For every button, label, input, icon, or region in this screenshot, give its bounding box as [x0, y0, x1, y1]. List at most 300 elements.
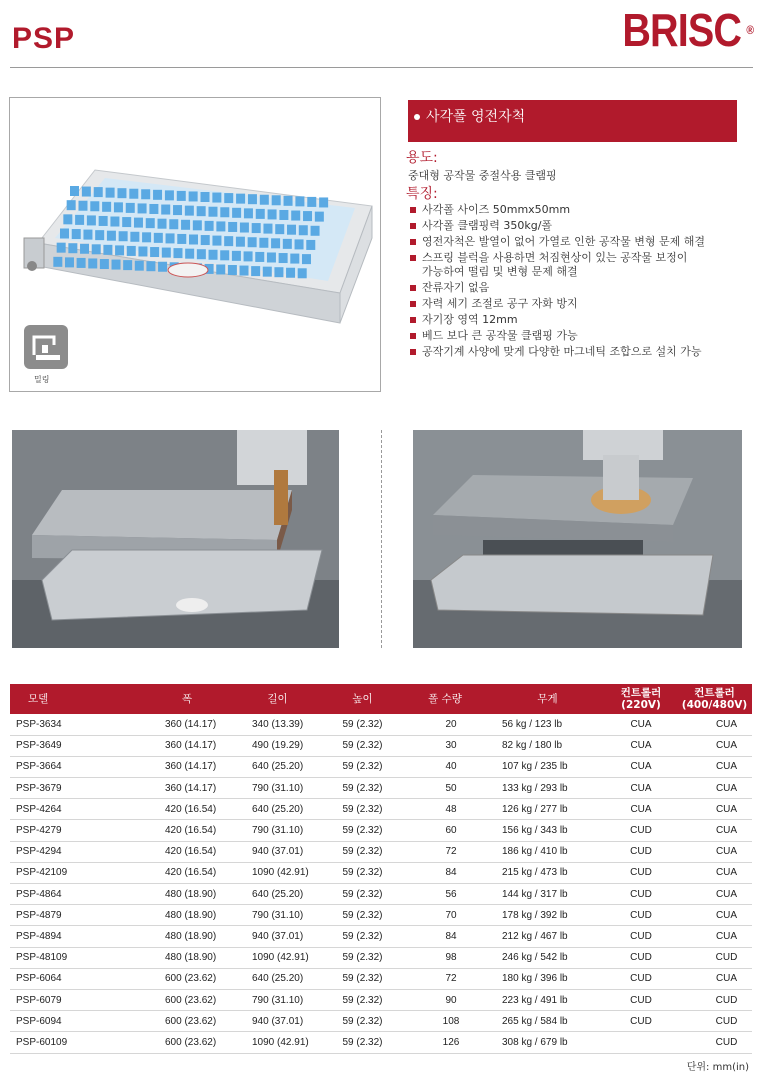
magnetic-pole	[197, 249, 206, 259]
table-cell: 84	[400, 862, 490, 883]
col-header: 폴 수량	[428, 693, 462, 705]
square-bullet-icon	[410, 223, 416, 229]
table-cell: CUA	[677, 862, 752, 883]
col-header: 컨트롤러 (220V)	[620, 687, 662, 711]
table-cell: PSP-60109	[10, 1032, 78, 1053]
table-cell: CUA	[677, 905, 752, 926]
magnetic-pole	[220, 250, 229, 260]
table-cell: 108	[400, 1011, 490, 1032]
brand-name: BRISC	[622, 4, 741, 56]
table-cell: 59 (2.32)	[325, 1032, 400, 1053]
magnetic-pole	[173, 248, 182, 258]
magnetic-pole	[181, 220, 190, 230]
table-cell: 490 (19.29)	[230, 735, 325, 756]
table-cell: CUA	[677, 968, 752, 989]
table-cell: 265 kg / 584 lb	[490, 1011, 605, 1032]
table-row	[10, 947, 752, 968]
square-bullet-icon	[410, 301, 416, 307]
magnetic-pole	[117, 188, 126, 198]
square-bullet-icon	[410, 317, 416, 323]
table-row	[10, 778, 752, 799]
table-cell: PSP-3679	[10, 778, 78, 799]
magnetic-pole	[274, 267, 283, 277]
table-cell: 790 (31.10)	[230, 905, 325, 926]
table-row	[10, 799, 752, 820]
magnetic-pole	[141, 189, 150, 199]
table-cell: CUD	[605, 884, 677, 905]
table-cell: 20	[400, 714, 490, 735]
magnetic-pole	[275, 224, 284, 234]
magnetic-pole	[99, 216, 108, 226]
magnetic-pole	[78, 201, 87, 211]
table-cell: 48	[400, 799, 490, 820]
table-cell: 223 kg / 491 lb	[490, 989, 605, 1010]
table-cell: 640 (25.20)	[230, 756, 325, 777]
table-row	[10, 968, 752, 989]
table-cell: 59 (2.32)	[325, 947, 400, 968]
magnetic-pole	[146, 261, 155, 271]
magnetic-pole	[130, 232, 139, 242]
table-cell: PSP-4864	[10, 884, 78, 905]
magnetic-pole	[189, 191, 198, 201]
table-cell: PSP-4264	[10, 799, 78, 820]
magnetic-pole	[112, 260, 121, 270]
magnetic-pole	[259, 238, 268, 248]
magnetic-pole	[106, 188, 115, 198]
table-cell: 40	[400, 756, 490, 777]
table-cell: 84	[400, 926, 490, 947]
spec-table	[10, 684, 752, 1054]
table-cell: CUA	[605, 714, 677, 735]
table-cell: 600 (23.62)	[78, 1011, 230, 1032]
table-cell: 59 (2.32)	[325, 820, 400, 841]
table-cell: PSP-6079	[10, 989, 78, 1010]
unit-note: 단위: mm(in)	[686, 1062, 749, 1073]
table-cell: 246 kg / 542 lb	[490, 947, 605, 968]
table-cell: 156 kg / 343 lb	[490, 820, 605, 841]
magnetic-pole	[224, 236, 233, 246]
table-cell: CUD	[605, 968, 677, 989]
table-cell: 790 (31.10)	[230, 778, 325, 799]
magnetic-pole	[138, 203, 147, 213]
table-cell: 940 (37.01)	[230, 926, 325, 947]
table-cell: PSP-3649	[10, 735, 78, 756]
table-cell	[605, 1032, 677, 1053]
table-cell: PSP-4279	[10, 820, 78, 841]
product-photo-frame	[9, 97, 381, 392]
magnetic-pole	[185, 249, 194, 259]
magnetic-pole	[127, 246, 136, 256]
magnetic-pole	[103, 245, 112, 255]
square-bullet-icon	[410, 207, 416, 213]
table-cell: CUD	[677, 989, 752, 1010]
usage-text: 중대형 공작물 중절삭용 클램핑	[408, 169, 557, 182]
table-cell: 59 (2.32)	[325, 735, 400, 756]
magnetic-pole	[232, 251, 241, 261]
table-cell: 640 (25.20)	[230, 884, 325, 905]
table-cell: 82 kg / 180 lb	[490, 735, 605, 756]
magnetic-pole	[295, 196, 304, 206]
magnetic-pole	[115, 245, 124, 255]
magnetic-pole	[135, 261, 144, 271]
table-cell: 480 (18.90)	[78, 884, 230, 905]
magnetic-pole	[302, 254, 311, 264]
magnetic-pole	[129, 189, 138, 199]
table-cell: 340 (13.39)	[230, 714, 325, 735]
table-cell: 59 (2.32)	[325, 989, 400, 1010]
table-cell: 790 (31.10)	[230, 989, 325, 1010]
magnetic-pole	[138, 246, 147, 256]
magnetic-pole	[283, 239, 292, 249]
spec-table-body	[10, 714, 752, 1053]
magnetic-pole	[279, 253, 288, 263]
table-cell: 30	[400, 735, 490, 756]
magnetic-pole	[232, 208, 241, 218]
table-header-row	[10, 684, 752, 714]
magnetic-pole	[307, 197, 316, 207]
magnetic-pole	[256, 209, 265, 219]
table-cell: CUD	[605, 947, 677, 968]
magnetic-pole	[205, 221, 214, 231]
table-cell: 50	[400, 778, 490, 799]
magnetic-pole	[165, 190, 174, 200]
table-cell: CUD	[605, 905, 677, 926]
magnetic-pole	[107, 231, 116, 241]
table-cell: 144 kg / 317 lb	[490, 884, 605, 905]
table-cell: 1090 (42.91)	[230, 947, 325, 968]
brisc-logo	[622, 4, 754, 56]
table-cell: 59 (2.32)	[325, 884, 400, 905]
magnetic-pole	[80, 244, 89, 254]
magnetic-pole	[82, 187, 91, 197]
magnetic-pole	[169, 219, 178, 229]
table-row	[10, 820, 752, 841]
table-cell: 640 (25.20)	[230, 799, 325, 820]
table-cell: CUA	[677, 820, 752, 841]
table-cell: CUA	[677, 778, 752, 799]
table-cell: 59 (2.32)	[325, 799, 400, 820]
magnetic-pole	[65, 257, 74, 267]
table-row	[10, 1011, 752, 1032]
magnetic-pole	[291, 211, 300, 221]
magnetic-pole	[216, 221, 225, 231]
table-cell: 420 (16.54)	[78, 862, 230, 883]
magnetic-pole	[306, 240, 315, 250]
col-header: 높이	[352, 693, 373, 705]
magnetic-pole	[267, 252, 276, 262]
table-cell: 480 (18.90)	[78, 947, 230, 968]
table-row	[10, 926, 752, 947]
magnetic-pole	[126, 203, 135, 213]
magnetic-pole	[284, 196, 293, 206]
magnetic-pole	[88, 258, 97, 268]
magnetic-pole	[236, 237, 245, 247]
table-cell: CUD	[677, 1011, 752, 1032]
magnetic-pole	[315, 212, 324, 222]
feature-item: 자기장 영역 12mm	[410, 313, 750, 328]
table-cell: CUA	[605, 799, 677, 820]
table-cell: 360 (14.17)	[78, 714, 230, 735]
magnetic-pole	[63, 214, 72, 224]
magnetic-pole	[92, 244, 101, 254]
table-cell: CUD	[605, 926, 677, 947]
magnetic-pole	[216, 264, 225, 274]
table-cell: 59 (2.32)	[325, 841, 400, 862]
table-cell: 600 (23.62)	[78, 989, 230, 1010]
table-cell: CUD	[605, 989, 677, 1010]
table-cell: 107 kg / 235 lb	[490, 756, 605, 777]
magnetic-pole	[57, 243, 66, 253]
table-cell: 186 kg / 410 lb	[490, 841, 605, 862]
magnetic-pole	[53, 257, 62, 267]
table-cell: CUD	[605, 841, 677, 862]
magnetic-pole	[158, 262, 167, 272]
table-cell: CUA	[677, 884, 752, 905]
table-cell: 70	[400, 905, 490, 926]
table-cell: PSP-48109	[10, 947, 78, 968]
table-cell: CUA	[605, 735, 677, 756]
square-bullet-icon	[410, 333, 416, 339]
table-cell: PSP-4294	[10, 841, 78, 862]
table-cell: 126	[400, 1032, 490, 1053]
table-cell: 212 kg / 467 lb	[490, 926, 605, 947]
magnetic-pole	[290, 254, 299, 264]
table-cell: CUA	[677, 799, 752, 820]
table-cell: 59 (2.32)	[325, 926, 400, 947]
magnetic-pole	[123, 260, 132, 270]
magnetic-pole	[149, 204, 158, 214]
table-cell: 59 (2.32)	[325, 778, 400, 799]
magnetic-pole	[299, 225, 308, 235]
magnetic-pole	[162, 248, 171, 258]
magnetic-pole	[146, 218, 155, 228]
table-cell: 133 kg / 293 lb	[490, 778, 605, 799]
magnetic-pole	[134, 218, 143, 228]
magnetic-pole	[114, 202, 123, 212]
magnetic-pole	[224, 193, 233, 203]
magnetic-pole	[260, 195, 269, 205]
table-cell: PSP-42109	[10, 862, 78, 883]
magnetic-pole	[154, 233, 163, 243]
table-row	[10, 884, 752, 905]
magnetic-pole	[209, 250, 218, 260]
table-cell: 420 (16.54)	[78, 820, 230, 841]
magnetic-pole	[158, 219, 167, 229]
magnetic-pole	[142, 232, 151, 242]
table-cell: CUA	[677, 926, 752, 947]
table-cell: 940 (37.01)	[230, 1011, 325, 1032]
table-cell: 72	[400, 968, 490, 989]
square-bullet-icon	[410, 349, 416, 355]
application-photo-left	[12, 430, 339, 648]
table-cell: 178 kg / 392 lb	[490, 905, 605, 926]
usage-label: 용도:	[406, 150, 438, 166]
magnetic-pole	[298, 268, 307, 278]
col-header: 컨트롤러 (400/480V)	[681, 687, 748, 711]
table-row	[10, 905, 752, 926]
page-title: PSP	[12, 22, 76, 55]
table-cell: 360 (14.17)	[78, 735, 230, 756]
table-cell: PSP-6094	[10, 1011, 78, 1032]
milling-label: 밀링	[34, 375, 50, 384]
square-bullet-icon	[410, 285, 416, 291]
table-cell: 56 kg / 123 lb	[490, 714, 605, 735]
magnetic-pole	[185, 206, 194, 216]
registered-mark: ®	[746, 23, 754, 37]
feature-item: 공작기계 사양에 맞게 다양한 마그네틱 조합으로 설치 가능	[410, 345, 750, 360]
table-cell: CUD	[677, 1032, 752, 1053]
product-heading: 사각폴 영전자척	[426, 109, 526, 125]
magnetic-pole	[319, 197, 328, 207]
magnetic-pole	[255, 252, 264, 262]
feature-item: 스프링 블럭을 사용하면 처짐현상이 있는 공작물 보정이 가능하여 떨림 및 변형 문제 해결	[410, 251, 750, 280]
feature-item: 사각폴 사이즈 50mmx50mm	[410, 203, 750, 218]
magnetic-pole	[94, 187, 103, 197]
magnetic-pole	[90, 201, 99, 211]
table-cell: 59 (2.32)	[325, 1011, 400, 1032]
magnetic-pole	[100, 259, 109, 269]
col-header: 모델	[28, 693, 49, 705]
square-bullet-icon	[410, 255, 416, 261]
table-cell: 940 (37.01)	[230, 841, 325, 862]
magnetic-pole	[286, 268, 295, 278]
table-cell: PSP-4894	[10, 926, 78, 947]
magnetic-pole	[68, 243, 77, 253]
table-cell: 640 (25.20)	[230, 968, 325, 989]
col-header: 길이	[267, 693, 288, 705]
photo-divider	[381, 430, 382, 648]
table-cell: 790 (31.10)	[230, 820, 325, 841]
table-row	[10, 841, 752, 862]
table-cell: CUA	[605, 756, 677, 777]
table-cell: PSP-6064	[10, 968, 78, 989]
table-cell: 360 (14.17)	[78, 778, 230, 799]
table-cell: CUD	[605, 1011, 677, 1032]
magnetic-pole	[251, 266, 260, 276]
magnetic-pole	[220, 207, 229, 217]
table-cell: 308 kg / 679 lb	[490, 1032, 605, 1053]
table-row	[10, 714, 752, 735]
table-cell: 1090 (42.91)	[230, 862, 325, 883]
magnetic-pole	[240, 223, 249, 233]
table-cell: 360 (14.17)	[78, 756, 230, 777]
magnetic-pole	[272, 195, 281, 205]
magnetic-pole	[119, 231, 128, 241]
magnetic-pole	[102, 202, 111, 212]
table-row	[10, 1032, 752, 1053]
table-cell: 60	[400, 820, 490, 841]
magnetic-pole	[173, 205, 182, 215]
bullet-dot	[414, 114, 420, 120]
magnetic-pole	[67, 200, 76, 210]
magnetic-pole	[161, 205, 170, 215]
table-cell: CUD	[677, 947, 752, 968]
table-cell: 59 (2.32)	[325, 968, 400, 989]
product-heading-bar	[408, 100, 737, 142]
table-row	[10, 735, 752, 756]
magnetic-pole	[87, 215, 96, 225]
table-cell: 90	[400, 989, 490, 1010]
features-label: 특징:	[406, 186, 438, 202]
table-cell: CUD	[605, 820, 677, 841]
feature-item: 영전자척은 발열이 없어 가열로 인한 공작물 변형 문제 해결	[410, 235, 750, 250]
table-cell: PSP-4879	[10, 905, 78, 926]
magnetic-pole	[252, 223, 261, 233]
magnetic-pole	[197, 206, 206, 216]
magnetic-pole	[95, 230, 104, 240]
col-header: 폭	[182, 693, 193, 705]
magnetic-pole	[60, 229, 69, 239]
magnetic-pole	[201, 235, 210, 245]
table-cell: 600 (23.62)	[78, 1032, 230, 1053]
feature-item: 사각폴 클램핑력 350kg/폴	[410, 219, 750, 234]
magnetic-pole	[295, 239, 304, 249]
table-cell: 59 (2.32)	[325, 714, 400, 735]
magnetic-pole	[287, 225, 296, 235]
table-cell: CUA	[605, 778, 677, 799]
magnetic-pole	[263, 267, 272, 277]
application-photo-right	[413, 430, 742, 648]
magnetic-pole	[248, 237, 257, 247]
magnetic-pole	[150, 247, 159, 257]
table-cell: 480 (18.90)	[78, 926, 230, 947]
feature-item: 베드 보다 큰 공작물 클램핑 가능	[410, 329, 750, 344]
table-cell: 420 (16.54)	[78, 799, 230, 820]
table-cell: 420 (16.54)	[78, 841, 230, 862]
magnetic-pole	[212, 193, 221, 203]
table-cell: 98	[400, 947, 490, 968]
square-bullet-icon	[410, 239, 416, 245]
magnetic-pole	[201, 192, 210, 202]
table-row	[10, 862, 752, 883]
magnetic-pole	[193, 220, 202, 230]
magnetic-pole	[228, 222, 237, 232]
magnetic-pole	[77, 258, 86, 268]
table-cell: 480 (18.90)	[78, 905, 230, 926]
table-cell: 59 (2.32)	[325, 756, 400, 777]
magnetic-pole	[75, 215, 84, 225]
magnetic-pole	[72, 229, 81, 239]
magnetic-pole	[279, 210, 288, 220]
magnetic-pole	[83, 230, 92, 240]
table-cell: 1090 (42.91)	[230, 1032, 325, 1053]
feature-item: 자력 세기 조절로 공구 자화 방지	[410, 297, 750, 312]
table-cell: 600 (23.62)	[78, 968, 230, 989]
magnetic-pole	[244, 208, 253, 218]
table-cell: PSP-3664	[10, 756, 78, 777]
magnetic-pole	[166, 233, 175, 243]
magnetic-pole	[208, 207, 217, 217]
table-cell: 59 (2.32)	[325, 862, 400, 883]
table-cell: 56	[400, 884, 490, 905]
table-cell: CUA	[677, 714, 752, 735]
magnetic-pole	[177, 191, 186, 201]
table-cell: 72	[400, 841, 490, 862]
magnetic-pole	[122, 217, 131, 227]
col-header: 무게	[537, 693, 558, 705]
magnetic-pole	[311, 226, 320, 236]
magnetic-pole	[70, 186, 79, 196]
magnetic-pole	[240, 266, 249, 276]
table-cell: CUA	[677, 735, 752, 756]
magnetic-pole	[153, 190, 162, 200]
magnetic-pole	[236, 194, 245, 204]
magnetic-pole	[228, 265, 237, 275]
feature-list	[410, 203, 750, 361]
milling-icon	[24, 325, 68, 369]
magnetic-pole	[177, 234, 186, 244]
magnetic-pole	[110, 217, 119, 227]
